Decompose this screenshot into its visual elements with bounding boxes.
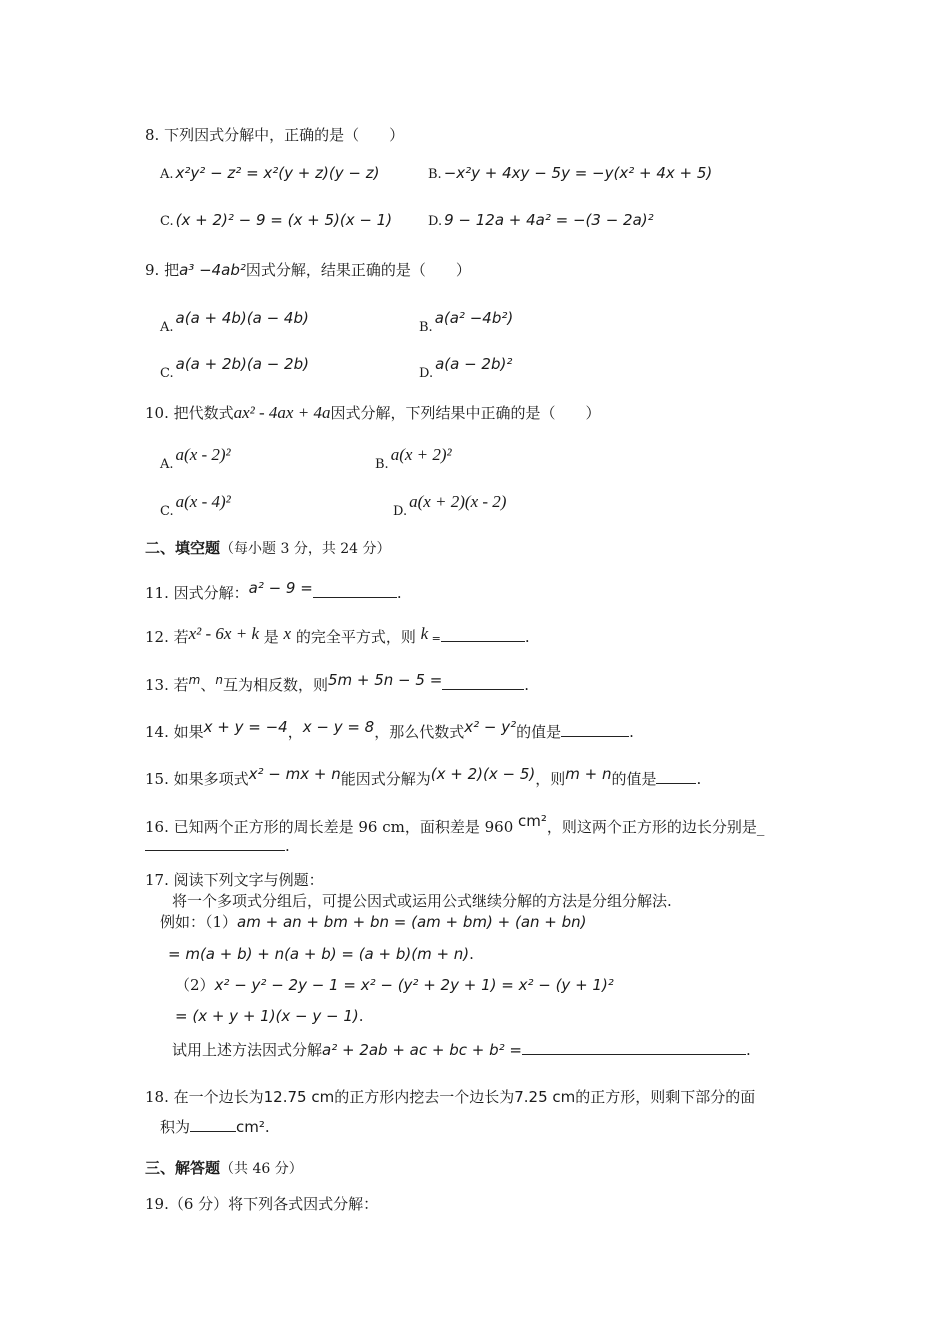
q13-sep: 、 [200,676,216,694]
q17-l6-end: . [745,1041,751,1059]
q18-v2: 7.25 cm [514,1088,576,1106]
option-label: D. [393,504,408,519]
q17-l2-pre: 例如：（1） [160,913,238,931]
option-expr: −x²y + 4xy − 5y = −y(x² + 4x + 5) [443,164,713,182]
q17-l4-expr: x² − y² − 2y − 1 = x² − (y² + 2y + 1) = x² − (y + 1)² [214,976,614,994]
q17-line-3 [168,944,474,964]
q13 [145,671,530,696]
option-expr: a(a − 2b)² [435,355,513,373]
option-expr: 9 − 12a + 4a² = −(3 − 2a)² [444,211,654,229]
q12-k: k [420,624,429,643]
q10-expr: ax² - 4ax + 4a [233,403,331,422]
section-2-heading [145,538,391,559]
q9-option-a[interactable] [160,308,309,335]
q16-line-2 [145,836,290,856]
q18-v1: 12.75 cm [263,1088,335,1106]
q11-pre: 11. 因式分解： [145,584,249,602]
q10-post: 因式分解，下列结果中正确的是（ ） [330,404,601,422]
q14-end: . [629,723,634,741]
q15-mid: 能因式分解为 [340,770,431,788]
option-expr: a(x - 4)² [175,492,231,511]
q15-pre: 15. 如果多项式 [145,770,249,788]
q10-option-a[interactable] [160,445,231,472]
answer-blank[interactable] [522,1040,746,1055]
q14-e1: x + y = −4 [203,718,288,736]
option-label: B. [419,320,433,335]
q16-line-1 [145,812,765,837]
section-note: （共 46 分） [220,1161,303,1177]
q18-mid: 的正方形内挖去一个边长为 [334,1088,515,1106]
q13-n: n [215,673,223,687]
q17-l2-expr: am + an + bm + bn = (am + bm) + (an + bn) [237,913,587,931]
q12-var: x [283,624,292,643]
option-expr: a(x - 2)² [175,445,231,464]
q18-unit: cm² [236,1118,265,1136]
option-expr: a(x + 2)² [390,445,452,464]
q18-line-2 [160,1117,270,1137]
q14-e2: x − y = 8 [302,718,375,736]
q12-pre: 12. 若 [145,628,189,646]
q17-line-6 [172,1040,751,1060]
option-label: D. [419,366,434,381]
section-title: 二、填空题 [145,539,221,557]
q11-end: . [396,584,402,602]
q12-end: . [524,628,530,646]
q17-l5-end: . [358,1007,364,1025]
option-expr: x²y² − z² = x²(y + z)(y − z) [175,164,380,182]
option-expr: a(x + 2)(x - 2) [409,492,507,511]
q15-e3: m + n [565,765,612,783]
q17-l6-pre: 试用上述方法因式分解 [172,1041,323,1059]
q9-post: 因式分解，结果正确的是（ ） [245,261,471,279]
answer-blank[interactable] [442,675,524,690]
q10-stem [145,403,600,423]
q13-mid: 互为相反数，则 [222,676,328,694]
q17-l3-expr: = m(a + b) + n(a + b) = (a + b)(m + n) [168,945,470,963]
q9-pre: 9. 把 [145,261,180,279]
q18-l2-pre: 积为 [160,1118,191,1136]
q18-end: . [264,1118,270,1136]
q14-comma: ， [287,723,303,741]
answer-blank[interactable] [656,769,696,784]
q15-post: 的值是 [611,770,657,788]
q17-line-2 [160,912,587,932]
option-label: A. [160,457,174,472]
answer-blank[interactable] [313,583,397,598]
q10-option-c[interactable] [160,492,231,519]
q14-post: 的值是 [516,723,562,741]
option-label: B. [375,457,389,472]
q14-e3: x² − y² [464,718,517,736]
q10-option-d[interactable] [393,492,507,519]
q9-expr: a³ −4ab² [179,261,246,279]
q8-option-c[interactable] [160,210,392,232]
q15-e2: (x + 2)(x − 5) [430,765,536,783]
answer-blank[interactable] [190,1117,236,1132]
q12-eq: = [428,632,441,645]
option-label: A. [160,320,174,335]
q8-stem: 8. 下列因式分解中，正确的是（ ） [145,126,405,144]
option-label: C. [160,366,174,381]
option-label: B. [428,167,442,182]
q17-l6-expr: a² + 2ab + ac + bc + b² = [322,1041,522,1059]
q18-post: 的正方形，则剩下部分的面 [575,1088,756,1106]
q17-l5-expr: = (x + y + 1)(x − y − 1) [175,1007,359,1025]
q17-l3-end: . [469,945,474,963]
q17-line-5 [175,1006,364,1026]
answer-blank[interactable] [145,836,285,851]
q15-e1: x² − mx + n [248,765,341,783]
q18-line-1 [145,1087,755,1107]
q16-unit: cm² [518,812,547,830]
q13-expr: 5m + 5n − 5 = [327,671,443,689]
q16-text: 16. 已知两个正方形的周长差是 96 cm，面积差是 960 [145,818,519,836]
q8-option-a[interactable] [160,163,379,185]
q11 [145,579,402,603]
q17-l4-pre: （2） [175,976,215,994]
q13-end: . [524,676,530,694]
q12-mid: 是 [259,628,284,646]
q9-option-c[interactable] [160,354,309,381]
q18-pre: 18. 在一个边长为 [145,1088,264,1106]
option-label: C. [160,504,174,519]
q10-pre: 10. 把代数式 [145,404,234,422]
q8-option-d[interactable] [428,210,654,232]
option-label: D. [428,214,443,229]
q15 [145,765,702,789]
q15-mid2: ，则 [535,770,566,788]
q9-option-d[interactable] [419,354,513,381]
section-3-heading [145,1158,303,1179]
q12-mid2: 的完全平方式，则 [291,628,421,646]
q17-line-1: 将一个多项式分组后，可提公因式或运用公式继续分解的方法是分组分解法. [172,892,672,910]
q9-option-b[interactable] [419,308,514,335]
option-label: C. [160,214,174,229]
q15-end: . [696,770,702,788]
q11-expr: a² − 9 = [248,579,313,597]
q19: 19.（6 分）将下列各式因式分解： [145,1195,379,1213]
q16-text-b: ，则这两个正方形的边长分别是_ [546,818,765,836]
option-label: A. [160,167,174,182]
q13-pre: 13. 若 [145,676,189,694]
q14-pre: 14. 如果 [145,723,204,741]
answer-blank[interactable] [441,627,525,642]
q9-stem [145,260,471,280]
q14 [145,718,634,742]
q10-option-b[interactable] [375,445,452,472]
q17-line-4 [175,975,614,995]
section-note: （每小题 3 分，共 24 分） [220,541,391,557]
option-expr: a(a² −4b²) [434,309,514,327]
option-expr: a(a + 4b)(a − 4b) [175,309,309,327]
answer-blank[interactable] [561,722,629,737]
section-title: 三、解答题 [145,1159,221,1177]
q16-end: . [285,837,290,855]
q8-option-b[interactable] [428,163,712,185]
q12 [145,624,530,649]
option-expr: a(a + 2b)(a − 2b) [175,355,309,373]
q13-m: m [188,673,201,687]
option-expr: (x + 2)² − 9 = (x + 5)(x − 1) [175,211,393,229]
q14-mid: ，那么代数式 [374,723,465,741]
q12-expr: x² - 6x + k [188,624,259,643]
q17-title: 17. 阅读下列文字与例题： [145,871,324,889]
